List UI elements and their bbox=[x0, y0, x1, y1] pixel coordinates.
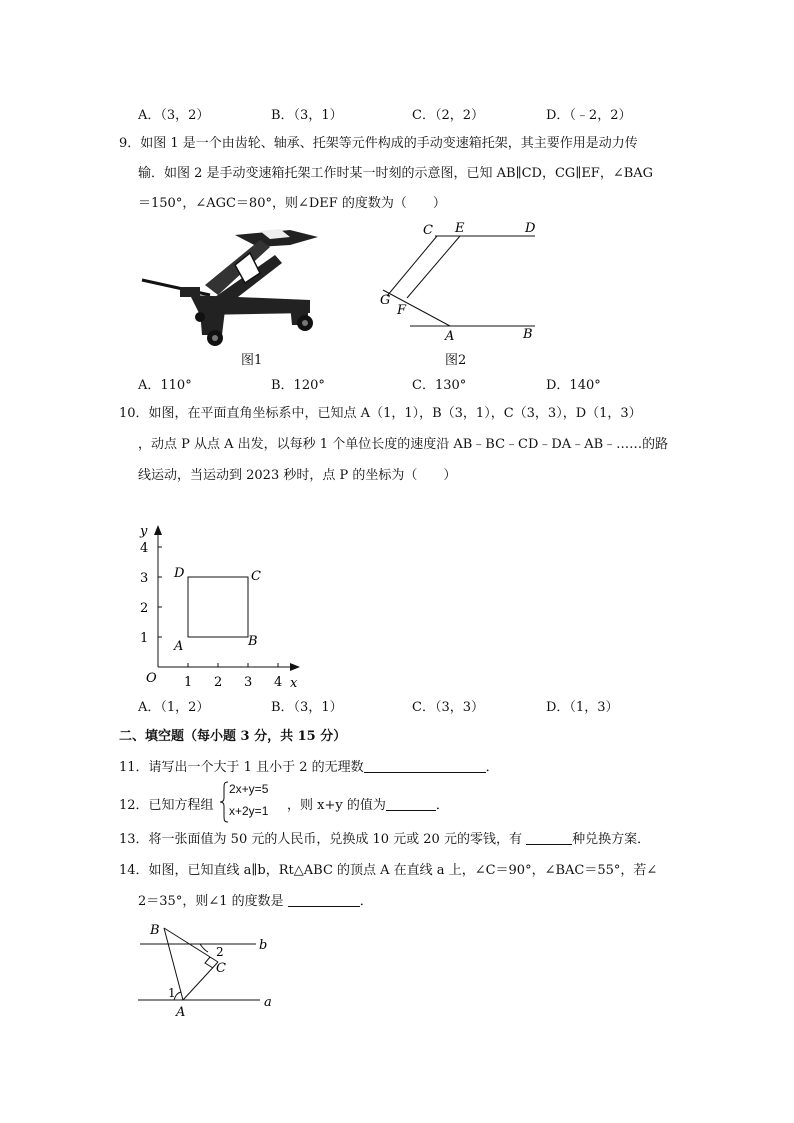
q12-suffix: ，则 x+y 的值为 bbox=[287, 798, 386, 813]
q14-label-angle-2: 2 bbox=[216, 945, 224, 959]
q9-stem-line2: 输．如图 2 是手动变速箱托架工作时某一时刻的示意图，已知 AB∥CD，CG∥EF，∠BAG bbox=[138, 166, 654, 181]
q10-option-b: B．（3，1） bbox=[271, 700, 343, 715]
q14-end: ． bbox=[359, 894, 373, 909]
coordinate-graph bbox=[130, 520, 310, 695]
q10-stem-line3: 线运动，当运动到 2023 秒时，点 P 的坐标为（ ） bbox=[138, 468, 457, 483]
q14-stem-line1: 14．如图，已知直线 a∥b，Rt△ABC 的顶点 A 在直线 a 上，∠C＝90°，∠BAC＝55°，若∠ bbox=[119, 863, 658, 878]
q10-option-c: C．（3，3） bbox=[412, 700, 484, 715]
origin-label: O bbox=[146, 671, 157, 686]
x-tick-1: 1 bbox=[184, 675, 193, 690]
q11-text: 11．请写出一个大于 1 且小于 2 的无理数 bbox=[119, 760, 364, 775]
q10-option-d: D．（1，3） bbox=[546, 700, 619, 715]
point-b-label: B bbox=[248, 634, 258, 649]
label-f: F bbox=[397, 303, 407, 318]
section-heading: 二、填空题（每小题 3 分，共 15 分） bbox=[119, 729, 347, 744]
y-tick-1: 1 bbox=[140, 631, 149, 646]
label-c: C bbox=[423, 223, 433, 238]
q10-stem-line1: 10．如图，在平面直角坐标系中，已知点 A（1，1），B（3，1），C（3，3），D（1，3） bbox=[119, 406, 642, 421]
gearbox-bracket-figure bbox=[140, 225, 325, 350]
q9-option-d: D．140° bbox=[546, 378, 601, 393]
q13-text: 13．将一张面值为 50 元的人民币，兑换成 10 元或 20 元的零钱，有 bbox=[119, 832, 527, 847]
q14-label-c-vertex: C bbox=[216, 961, 226, 976]
label-g: G bbox=[380, 293, 391, 308]
triangle-parallel-lines-figure bbox=[130, 918, 280, 1023]
x-tick-4: 4 bbox=[274, 675, 283, 690]
label-e: E bbox=[455, 221, 465, 236]
q14-label-line-a: a bbox=[264, 995, 272, 1010]
q10-stem-line2: ，动点 P 从点 A 出发，以每秒 1 个单位长度的速度沿 AB﹣BC﹣CD﹣DA﹣AB﹣……的路 bbox=[138, 437, 669, 452]
q12-equation-1: 2x+y=5 bbox=[229, 782, 269, 796]
y-axis-label: y bbox=[140, 524, 148, 539]
figure1-caption: 图1 bbox=[241, 353, 263, 368]
q12-end: ． bbox=[435, 798, 449, 813]
q12-prefix: 12．已知方程组 bbox=[119, 798, 214, 813]
q8-option-c: C．（2，2） bbox=[412, 108, 484, 123]
system-brace bbox=[219, 781, 229, 823]
y-tick-3: 3 bbox=[140, 571, 149, 586]
q9-option-b: B．120° bbox=[271, 378, 325, 393]
y-tick-2: 2 bbox=[140, 601, 149, 616]
q9-stem-line3: ＝150°，∠AGC＝80°，则∠DEF 的度数为（ ） bbox=[138, 196, 446, 211]
q14-stem-line2-wrap bbox=[138, 893, 373, 911]
q9-option-a: A．110° bbox=[138, 378, 192, 393]
label-d: D bbox=[525, 221, 536, 236]
point-a-label: A bbox=[174, 639, 184, 654]
parallel-lines-diagram bbox=[375, 218, 545, 343]
figure2-caption: 图2 bbox=[445, 353, 467, 368]
q14-label-angle-1: 1 bbox=[168, 986, 176, 1000]
x-tick-2: 2 bbox=[214, 675, 223, 690]
q13-answer-blank bbox=[526, 832, 572, 845]
q9-option-c: C．130° bbox=[412, 378, 467, 393]
q13-end: 种兑换方案． bbox=[572, 832, 651, 847]
question-11 bbox=[119, 759, 499, 777]
q8-option-d: D．（﹣2，2） bbox=[546, 108, 632, 123]
q9-stem-line1: 9．如图 1 是一个由齿轮、轴承、托架等元件构成的手动变速箱托架，其主要作用是动力传 bbox=[119, 136, 638, 151]
point-c-label: C bbox=[251, 569, 261, 584]
label-b: B bbox=[523, 327, 533, 342]
q14-label-b-vertex: B bbox=[150, 923, 160, 938]
q12-answer-blank bbox=[386, 798, 436, 811]
x-tick-3: 3 bbox=[244, 675, 253, 690]
q10-option-a: A．（1，2） bbox=[138, 700, 210, 715]
q11-end: ． bbox=[485, 760, 499, 775]
q14-answer-blank bbox=[288, 894, 360, 907]
q12-equation-2: x+2y=1 bbox=[229, 804, 269, 818]
y-tick-4: 4 bbox=[140, 541, 149, 556]
question-13 bbox=[119, 831, 650, 849]
q8-option-a: A．（3，2） bbox=[138, 108, 210, 123]
q12-tail bbox=[287, 794, 449, 813]
x-axis-label: x bbox=[290, 676, 298, 691]
q11-answer-blank bbox=[364, 760, 486, 773]
q14-label-a-vertex: A bbox=[176, 1005, 186, 1020]
q14-label-line-b: b bbox=[259, 938, 268, 953]
q14-stem-line2: 2＝35°，则∠1 的度数是 bbox=[138, 894, 288, 909]
point-d-label: D bbox=[174, 566, 185, 581]
q8-option-b: B．（3，1） bbox=[271, 108, 343, 123]
label-a: A bbox=[445, 329, 455, 343]
